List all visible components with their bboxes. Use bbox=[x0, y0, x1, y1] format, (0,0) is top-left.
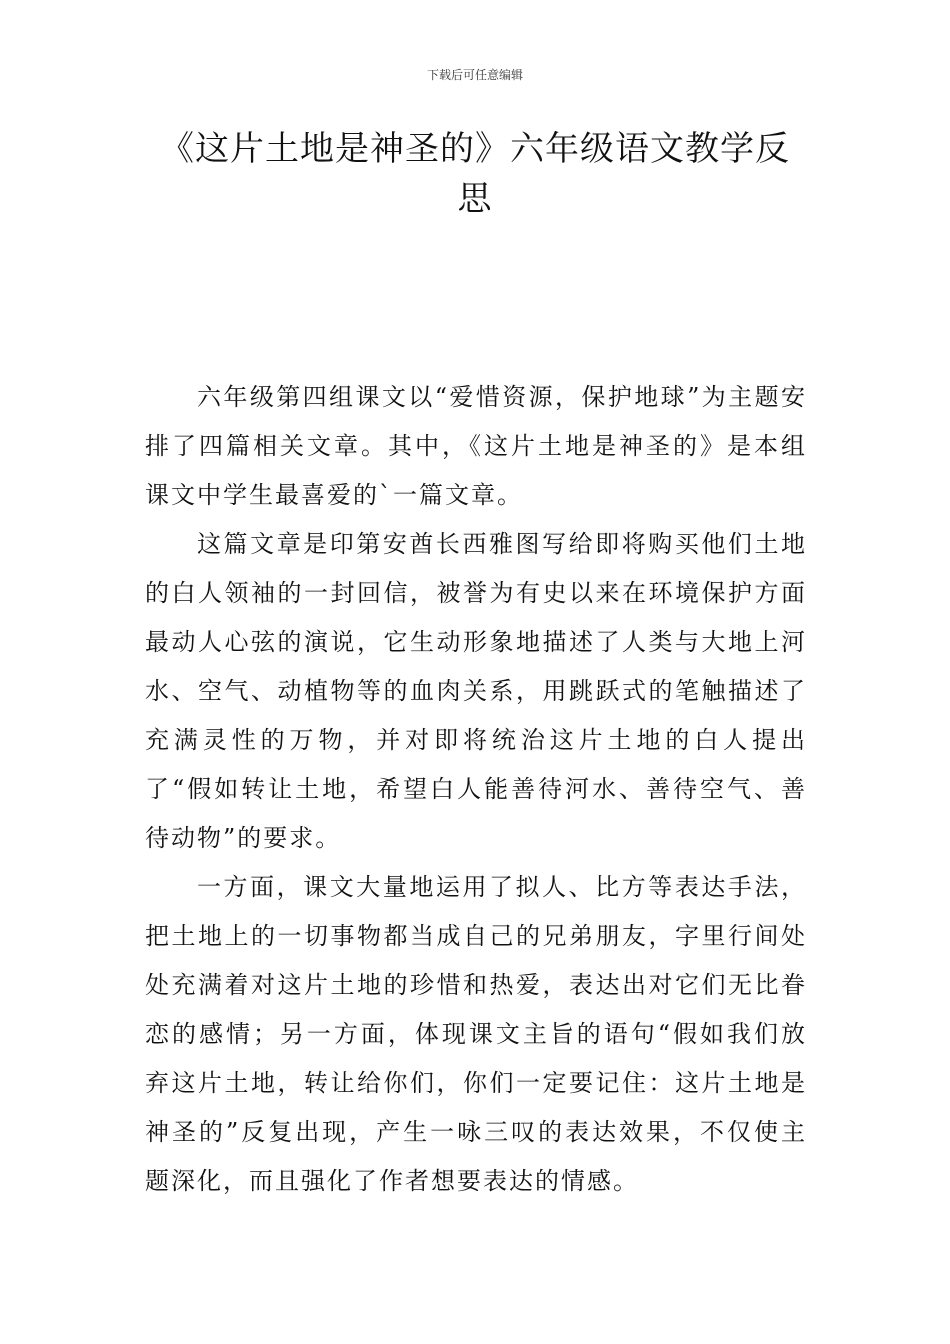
paragraph-2: 这篇文章是印第安酋长西雅图写给即将购买他们土地的白人领袖的一封回信，被誉为有史以来在环境保护方面最动人心弦的演说，它生动形象地描述了人类与大地上河水、空气、动植物等的血肉关系，用跳跃式的笔触描述了充满灵性的万物，并对即将统治这片土地的白人提出了“假如转让土地，希望白人能善待河水、善待空气、善待动物”的要求。 bbox=[145, 530, 807, 852]
paragraph-1: 六年级第四组课文以“爱惜资源，保护地球”为主题安排了四篇相关文章。其中，《这片土地是神圣的》是本组课文中学生最喜爱的`一篇文章。 bbox=[145, 383, 807, 509]
paragraph-3: 一方面，课文大量地运用了拟人、比方等表达手法，把土地上的一切事物都当成自己的兄弟朋友，字里行间处处充满着对这片土地的珍惜和热爱，表达出对它们无比眷恋的感情；另一方面，体现课文主旨的语句“假如我们放弃这片土地，转让给你们，你们一定要记住：这片土地是神圣的”反复出现，产生一咏三叹的表达效果，不仅使主题深化，而且强化了作者想要表达的情感。 bbox=[145, 873, 807, 1195]
document-title: 《这片土地是神圣的》六年级语文教学反思 bbox=[160, 129, 790, 219]
document-body bbox=[145, 373, 807, 1206]
header-note: 下载后可任意编辑 bbox=[426, 68, 523, 82]
